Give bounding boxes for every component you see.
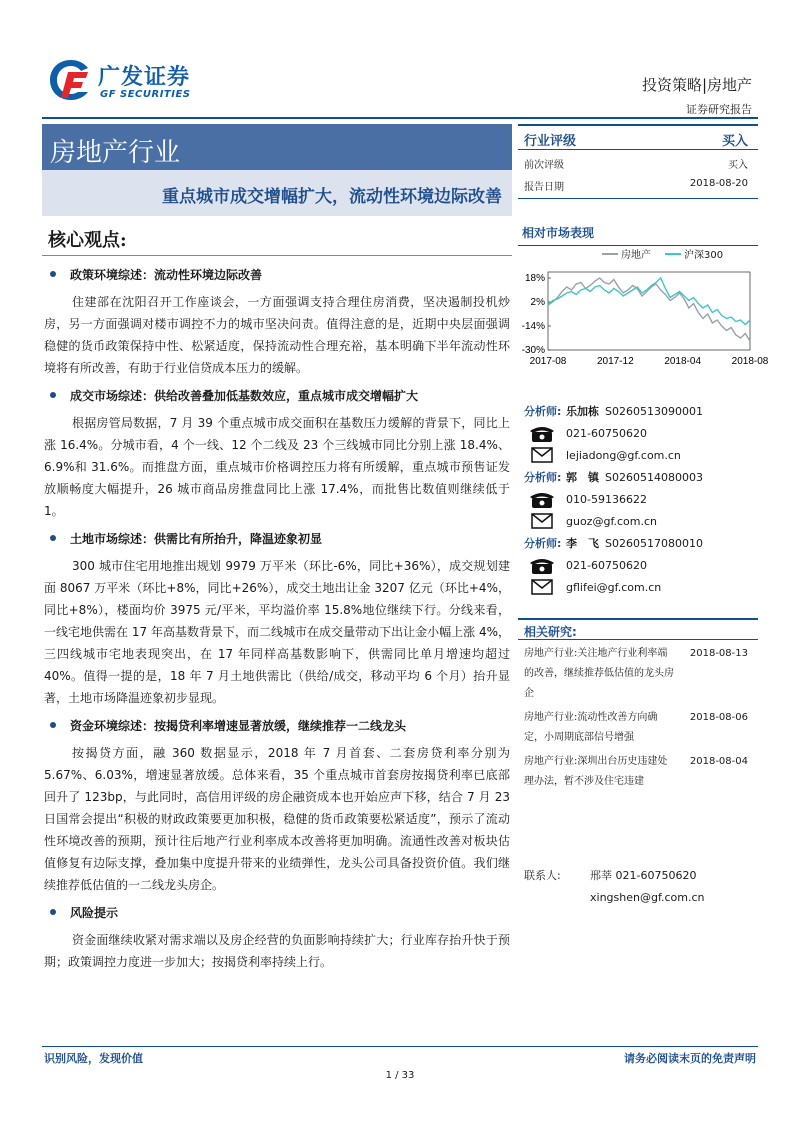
- title-box: [42, 124, 512, 216]
- section-land: [44, 525, 512, 551]
- related-research-text: 房地产行业:深圳出台历史违建处理办法，暂不涉及住宅违建: [524, 756, 668, 787]
- report-type: 证券研究报告: [686, 103, 752, 116]
- analyst-list: [518, 400, 758, 598]
- bullet-icon: [50, 909, 56, 915]
- section-title: 风险提示: [70, 905, 119, 920]
- gf-logo: [48, 58, 218, 106]
- x-tick-label: 2017-08: [529, 356, 567, 367]
- x-tick-label: 2018-08: [731, 356, 769, 367]
- section-risk: [44, 899, 512, 925]
- analyst-cert: S0260514080003: [605, 470, 703, 484]
- analyst-cert: S0260517080010: [605, 536, 703, 550]
- related-research-title: 相关研究:: [518, 618, 758, 640]
- bullet-icon: [50, 722, 56, 728]
- industry-band: [42, 124, 512, 170]
- section-title: 政策环境综述：流动性环境边际改善: [70, 267, 263, 282]
- section-body: 资金面继续收紧对需求端以及房企经营的负面影响持续扩大；行业库存抬升快于预期；政策调控力度进一步加大；按揭贷利率持续上行。: [44, 933, 510, 969]
- bullet-icon: [50, 271, 56, 277]
- core-divider: [42, 255, 512, 256]
- previous-rating-row: [518, 150, 758, 172]
- report-date-row: [518, 172, 758, 194]
- related-research-date: 2018-08-06: [689, 712, 748, 723]
- section-title: 资金环境综述：按揭贷利率增速显著放缓，继续推荐一二线龙头: [70, 718, 407, 733]
- section-body: 住建部在沈阳召开工作座谈会，一方面强调支持合理住房消费，坚决遏制投机炒房，另一方面强调对楼市调控不力的城市坚决问责。值得注意的是，近期中央层面强调稳健的货币政策保持中性、松紧适度，保持流动性合理充裕，基本明确下半年流动性环境将有所改善，有助于行业信贷成本压力的缓解。: [44, 295, 510, 375]
- footer-slogan: 识别风险，发现价值: [44, 1052, 143, 1065]
- analyst-block: [518, 466, 758, 532]
- report-date-value: 2018-08-20: [689, 178, 748, 189]
- y-tick-label: -14%: [521, 321, 545, 332]
- analyst-name: 李 飞: [566, 537, 599, 550]
- header-divider: [42, 117, 758, 119]
- report-subtitle: 重点城市成交增幅扩大，流动性环境边际改善: [162, 187, 502, 207]
- analyst-cert: S0260513090001: [605, 404, 703, 418]
- report-category: 投资策略|房地产: [641, 76, 752, 94]
- related-research-item[interactable]: [518, 748, 758, 792]
- x-tick-label: 2018-04: [664, 356, 702, 367]
- related-research-text: 房地产行业:流动性改善方向确定，小周期底部信号增强: [524, 712, 658, 743]
- phone-icon: [518, 488, 566, 510]
- analyst-phone: 010-59136622: [566, 492, 647, 506]
- analyst-block: [518, 400, 758, 466]
- contact-name-phone: 邢莘 021-60750620: [590, 869, 697, 882]
- phone-icon: [518, 554, 566, 576]
- industry-title: 房地产行业: [50, 138, 181, 168]
- related-research-text: 房地产行业:关注地产行业利率端的改善，继续推荐低估值的龙头房企: [524, 648, 674, 699]
- bullet-icon: [50, 535, 56, 541]
- rating-value: 买入: [721, 134, 748, 149]
- previous-rating-label: 前次评级: [524, 160, 564, 171]
- analyst-name: 郭 镇: [566, 471, 599, 484]
- analyst-email-link[interactable]: gflifei@gf.com.cn: [566, 580, 662, 594]
- section-title: 成交市场综述：供给改善叠加低基数效应，重点城市成交增幅扩大: [70, 388, 419, 403]
- analyst-phone: 021-60750620: [566, 558, 647, 572]
- core-view-title: 核心观点:: [48, 230, 127, 251]
- contact-label: 联系人:: [524, 869, 561, 882]
- bullet-icon: [50, 392, 56, 398]
- email-icon: [518, 510, 566, 532]
- section-title: 土地市场综述：供需比有所抬升，降温迹象初显: [70, 531, 323, 546]
- footer-divider: [42, 1046, 758, 1047]
- analyst-email-link[interactable]: guoz@gf.com.cn: [566, 514, 658, 528]
- relative-performance-chart: [518, 242, 769, 372]
- section-funding: [44, 712, 512, 738]
- logo-english-name: GF SECURITIES: [100, 89, 191, 100]
- market-performance-title: 相对市场表现: [522, 226, 595, 240]
- contact-email-link[interactable]: xingshen@gf.com.cn: [590, 890, 705, 904]
- analyst-label: 分析师:: [524, 471, 562, 484]
- section-body: 300 城市住宅用地推出规划 9979 万平米（环比-6%，同比+36%），成交规划建面 8067 万平米（环比+8%，同比+26%），成交土地出让金 3207 亿元（环比+4%，同比+8%），楼面均价 3975 元/平米，平均溢价率 15.8%地位继续下行。分线来看，一线宅地供需在 17 年高基数背景下，而二线城市在成交量带动下出让金小幅上涨 4%，三四线城市宅地表现突出，在 17 年同样高基数影响下，供需同比单月增速均超过 40%。值得一提的是，18 年 7 月土地供需比（供给/成交，移动平均 6 个月）抬升显著，土地市场降温迹象初步显现。: [44, 559, 510, 705]
- gf-logo-icon: [48, 58, 94, 102]
- y-tick-label: -30%: [521, 345, 545, 356]
- related-research-item[interactable]: [518, 704, 758, 748]
- analyst-phone: 021-60750620: [566, 426, 647, 440]
- series-line-1: [548, 278, 750, 325]
- y-tick-label: 18%: [524, 273, 545, 284]
- rating-box: [518, 124, 758, 199]
- analyst-label: 分析师:: [524, 537, 562, 550]
- logo-chinese-name: 广发证券: [98, 65, 191, 90]
- legend-label: 房地产: [621, 250, 651, 261]
- section-transaction: [44, 382, 512, 408]
- subtitle-band: [42, 170, 512, 216]
- section-body: 根据房管局数据，7 月 39 个重点城市成交面积在基数压力缓解的背景下，同比上涨 16.4%。分城市看，4 个一线、12 个二线及 23 个三线城市同比分别上涨 18.4%、6.9%和 31.6%。而推盘方面，重点城市价格调控压力将有所缓解，重点城市预售证发放顺畅度大幅提升，26 城市商品房推盘同比上涨 17.4%，而批售比数值则继续低于 1。: [44, 416, 510, 518]
- chart-plot: [518, 242, 769, 372]
- page-number: 1 / 33: [385, 1070, 415, 1081]
- analyst-block: [518, 532, 758, 598]
- section-policy: [44, 261, 512, 287]
- report-header: [0, 0, 800, 120]
- core-view-content: [44, 258, 512, 973]
- related-research-item[interactable]: [518, 640, 758, 704]
- footer-disclaimer: 请务必阅读末页的免责声明: [624, 1052, 756, 1065]
- rating-divider: [518, 198, 758, 199]
- contact-person: [518, 864, 758, 908]
- email-icon: [518, 444, 566, 466]
- legend-label: 沪深300: [684, 250, 724, 261]
- related-research-date: 2018-08-04: [689, 756, 748, 767]
- phone-icon: [518, 422, 566, 444]
- analyst-email-link[interactable]: lejiadong@gf.com.cn: [566, 448, 681, 462]
- related-research: [518, 618, 758, 792]
- x-tick-label: 2017-12: [596, 356, 634, 367]
- section-body: 按揭贷方面，融 360 数据显示，2018 年 7 月首套、二套房贷利率分别为 5.67%、6.03%，增速显著放缓。总体来看，35 个重点城市首套房按揭贷利率已底部回升了 123bp，与此同时，高信用评级的房企融资成本也开始应声下移，结合 7 月 23 日国常会提出“积极的财政政策要更加积极，稳健的货币政策要松紧适度”，预示了流动性环境改善的预期，预计往后地产行业利率成本改善将更加明确。流通性改善对板块估值修复有边际支撑，叠加集中度提升带来的业绩弹性，龙头公司具备投资价值。我们继续推荐低估值的一二线龙头房企。: [44, 746, 510, 892]
- analyst-name: 乐加栋: [566, 405, 599, 418]
- report-date-label: 报告日期: [524, 182, 564, 193]
- email-icon: [518, 576, 566, 598]
- y-tick-label: 2%: [530, 297, 545, 308]
- related-research-date: 2018-08-13: [689, 648, 748, 659]
- analyst-label: 分析师:: [524, 405, 562, 418]
- rating-label: 行业评级: [524, 134, 577, 149]
- previous-rating-value: 买入: [728, 160, 748, 171]
